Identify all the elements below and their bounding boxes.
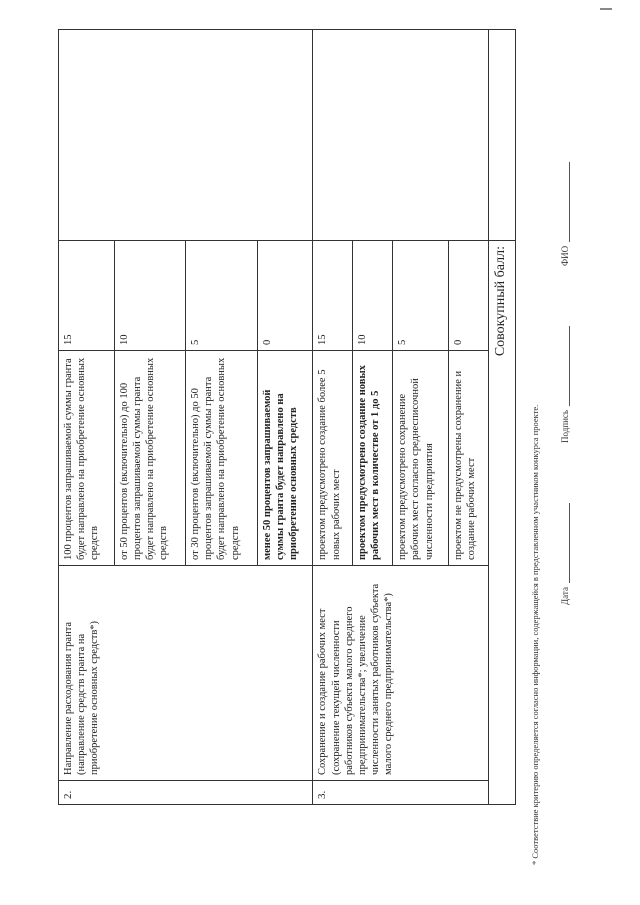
condition-text: проектом не предусмотрены сохранение и создание рабочих мест — [449, 351, 489, 566]
total-label: Совокупный балл: — [489, 241, 516, 805]
assessment-cell — [59, 30, 313, 241]
criteria-table — [58, 29, 516, 805]
name-label: ФИО — [560, 245, 570, 266]
condition-text: 100 процентов запрашиваемой суммы гранта будет направлено на приобретение основных средств — [59, 351, 115, 566]
assessment-cell — [313, 30, 489, 241]
total-value-cell — [489, 30, 516, 241]
criteria-table-frame — [58, 30, 516, 805]
score-value: 0 — [449, 241, 489, 351]
signature-label: Подпись — [560, 409, 570, 444]
score-value: 5 — [186, 241, 257, 351]
score-value: 15 — [313, 241, 353, 351]
scan-mark — [600, 8, 612, 10]
total-row — [489, 30, 516, 805]
date-underline — [569, 503, 570, 583]
row-number: 3. — [313, 781, 489, 805]
date-label: Дата — [560, 587, 570, 605]
condition-text: от 30 процентов (включительно) до 50 процентов запрашиваемой суммы гранта будет направлено на приобретение основных средств — [186, 351, 257, 566]
score-value: 5 — [393, 241, 449, 351]
date-field — [560, 503, 570, 605]
score-value: 10 — [114, 241, 185, 351]
signature-line — [560, 162, 570, 605]
table-row — [313, 30, 353, 805]
name-field — [560, 162, 570, 266]
criterion-text: Направление расходования гранта (направление средств гранта на приобретение основных средств*) — [59, 566, 313, 781]
condition-text: от 50 процентов (включительно) до 100 процентов запрашиваемой суммы гранта будет направлено на приобретение основных средств — [114, 351, 185, 566]
score-value: 10 — [353, 241, 393, 351]
score-value: 0 — [257, 241, 313, 351]
score-value: 15 — [59, 241, 115, 351]
table-row — [59, 30, 115, 805]
criterion-text: Сохранение и создание рабочих мест (сохранение текущей численности работников субъекта малого среднего предпринимательства*; увеличение численности занятых работников субъекта малого среднего предпринимательства*) — [313, 566, 489, 781]
row-number: 2. — [59, 781, 313, 805]
name-underline — [569, 162, 570, 242]
condition-text: проектом предусмотрено создание новых рабочих мест в количестве от 1 до 5 — [353, 351, 393, 566]
footnote: * Соответствие критерию определяется согласно информации, содержащейся в представленном участником конкурса проекте. — [530, 404, 540, 865]
signature-field — [560, 326, 570, 443]
condition-text: проектом предусмотрено создание более 5 новых рабочих мест — [313, 351, 353, 566]
condition-text: проектом предусмотрено сохранение рабочих мест согласно среднесписочной численности предприятия — [393, 351, 449, 566]
signature-underline — [569, 326, 570, 406]
condition-text: менее 50 процентов запрашиваемой суммы гранта будет направлено на приобретение основных средств — [257, 351, 313, 566]
